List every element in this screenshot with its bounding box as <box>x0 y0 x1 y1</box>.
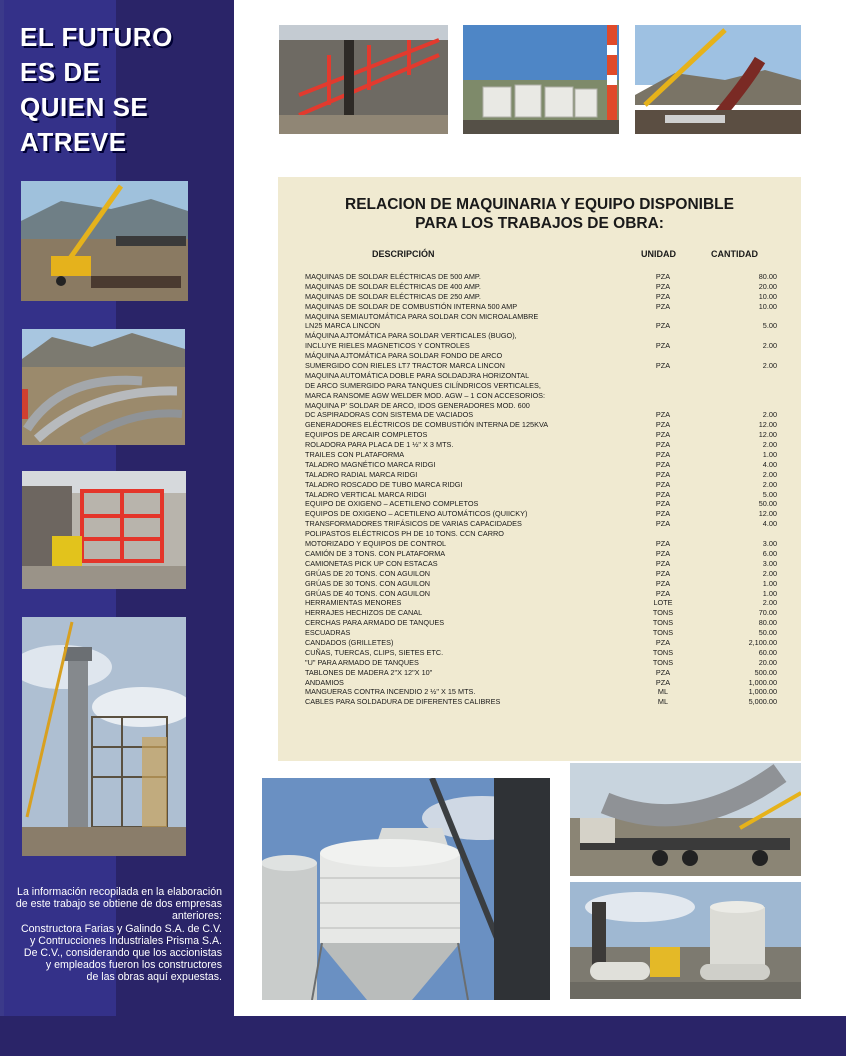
table-row <box>305 579 775 589</box>
table-row <box>305 272 775 282</box>
table-row <box>305 420 775 430</box>
row-description: TALADRO VERTICAL MARCA RIDGI <box>305 489 427 499</box>
equipment-table-panel <box>278 177 801 761</box>
row-description: EQUIPOS DE OXIGENO – ACETILENO AUTOMÁTICOS (QUIICKY) <box>305 509 528 519</box>
row-description: POLIPASTOS ELÉCTRICOS PH DE 10 TONS. CCN CARRO <box>305 529 504 539</box>
row-description: ROLADORA PARA PLACA DE 1 ½" X 3 MTS. <box>305 440 454 450</box>
row-description: EQUIPOS DE ARCAIR COMPLETOS <box>305 430 428 440</box>
table-body <box>305 272 775 707</box>
photo-storage-tanks <box>463 25 619 134</box>
row-quantity: 2.00 <box>762 479 777 489</box>
table-row <box>305 440 775 450</box>
row-description: MAQUINAS DE SOLDAR ELÉCTRICAS DE 400 AMP. <box>305 281 481 291</box>
row-description: TALADRO RADIAL MARCA RIDGI <box>305 469 418 479</box>
table-row <box>305 499 775 509</box>
row-unit: PZA <box>655 539 671 549</box>
table-row <box>305 519 775 529</box>
row-unit: PZA <box>655 637 671 647</box>
row-description: MÁQUINA AJTOMÁTICA PARA SOLDAR VERTICALES (BUGO), <box>305 331 517 341</box>
table-row <box>305 361 775 371</box>
row-unit: PZA <box>655 450 671 460</box>
photo-silo-tower <box>262 778 550 1000</box>
headline: EL FUTURO ES DE QUIEN SE ATREVE <box>20 22 173 157</box>
row-quantity: 60.00 <box>758 647 777 657</box>
table-row <box>305 410 775 420</box>
row-unit: TONS <box>652 628 674 638</box>
row-description: "U" PARA ARMADO DE TANQUES <box>305 657 419 667</box>
row-quantity: 80.00 <box>758 618 777 628</box>
table-row <box>305 450 775 460</box>
row-quantity: 5.00 <box>762 321 777 331</box>
row-quantity: 1.00 <box>762 588 777 598</box>
row-description: MOTORIZADO Y EQUIPOS DE CONTROL <box>305 539 447 549</box>
row-description: EQUIPO DE OXIGENO – ACETILENO COMPLETOS <box>305 499 479 509</box>
row-unit: PZA <box>655 509 671 519</box>
table-row <box>305 391 775 401</box>
row-unit: ML <box>657 697 669 707</box>
photo-crane-plate <box>635 25 801 134</box>
row-description: MAQUINA SEMIAUTOMÁTICA PARA SOLDAR CON MICROALAMBRE <box>305 311 539 321</box>
table-row <box>305 381 775 391</box>
table-row <box>305 589 775 599</box>
row-description: CAMIÓN DE 3 TONS. CON PLATAFORMA <box>305 548 446 558</box>
row-description: DC ASPIRADORAS CON SISTEMA DE VACIADOS <box>305 410 474 420</box>
table-row <box>305 401 775 411</box>
row-description: CERCHAS PARA ARMADO DE TANQUES <box>305 618 445 628</box>
row-description: TRAILES CON PLATAFORMA <box>305 450 405 460</box>
row-description: LN25 MARCA LINCON <box>305 321 381 331</box>
table-row <box>305 638 775 648</box>
row-quantity: 12.00 <box>758 509 777 519</box>
table-row <box>305 490 775 500</box>
row-description: GRÚAS DE 20 TONS. CON AGUILON <box>305 568 431 578</box>
row-description: MANGUERAS CONTRA INCENDIO 2 ½" X 15 MTS. <box>305 687 476 697</box>
row-quantity: 10.00 <box>758 301 777 311</box>
row-unit: PZA <box>655 410 671 420</box>
photo-trailer-plate <box>570 763 801 876</box>
row-description: DE ARCO SUMERGIDO PARA TANQUES CILÍNDRICOS VERTICALES, <box>305 380 541 390</box>
row-unit: PZA <box>655 321 671 331</box>
row-quantity: 2.00 <box>762 469 777 479</box>
row-description: MAQUINAS DE SOLDAR ELÉCTRICAS DE 250 AMP. <box>305 291 481 301</box>
row-description: CANDADOS (GRILLETES) <box>305 637 394 647</box>
row-description: SUMERGIDO CON RIELES LT7 TRACTOR MARCA LINCON <box>305 361 505 371</box>
table-row <box>305 598 775 608</box>
row-quantity: 2.00 <box>762 440 777 450</box>
table-row <box>305 460 775 470</box>
row-description: TABLONES DE MADERA 2"X 12"X 10" <box>305 667 433 677</box>
row-description: MAQUINA P' SOLDAR DE ARCO, IDOS GENERADORES MOD. 600 <box>305 400 530 410</box>
table-row <box>305 470 775 480</box>
row-unit: PZA <box>655 440 671 450</box>
table-row <box>305 341 775 351</box>
table-row <box>305 302 775 312</box>
row-description: MAQUINAS DE SOLDAR DE COMBUSTIÓN INTERNA 500 AMP <box>305 301 518 311</box>
row-quantity: 2.00 <box>762 568 777 578</box>
row-quantity: 70.00 <box>758 608 777 618</box>
row-unit: PZA <box>655 519 671 529</box>
row-quantity: 20.00 <box>758 657 777 667</box>
photo-curved-beams <box>22 329 185 445</box>
table-row <box>305 312 775 322</box>
photo-chimney-tower <box>22 617 186 856</box>
header-unit: UNIDAD <box>641 249 676 259</box>
row-quantity: 1.00 <box>762 578 777 588</box>
row-unit: PZA <box>655 558 671 568</box>
row-quantity: 5.00 <box>762 489 777 499</box>
table-row <box>305 648 775 658</box>
row-unit: PZA <box>655 578 671 588</box>
row-quantity: 50.00 <box>758 499 777 509</box>
table-row <box>305 539 775 549</box>
row-description: MAQUINAS DE SOLDAR ELÉCTRICAS DE 500 AMP. <box>305 272 481 281</box>
row-unit: PZA <box>655 459 671 469</box>
row-description: ESCUADRAS <box>305 628 351 638</box>
table-row <box>305 331 775 341</box>
row-description: CABLES PARA SOLDADURA DE DIFERENTES CALIBRES <box>305 697 501 707</box>
row-unit: PZA <box>655 361 671 371</box>
row-quantity: 50.00 <box>758 628 777 638</box>
table-row <box>305 628 775 638</box>
photo-refinery-tanks <box>570 882 801 999</box>
row-quantity: 1,000.00 <box>748 687 777 697</box>
header-description: DESCRIPCIÓN <box>372 249 435 259</box>
row-quantity: 80.00 <box>758 272 777 281</box>
row-unit: PZA <box>655 341 671 351</box>
table-row <box>305 559 775 569</box>
row-unit: LOTE <box>653 598 673 608</box>
row-unit: PZA <box>655 677 671 687</box>
row-quantity: 4.00 <box>762 519 777 529</box>
table-row <box>305 282 775 292</box>
photo-red-structure <box>22 471 186 589</box>
row-unit: PZA <box>655 272 671 281</box>
table-row <box>305 371 775 381</box>
row-description: HERRAMIENTAS MENORES <box>305 598 402 608</box>
row-quantity: 6.00 <box>762 548 777 558</box>
table-row <box>305 697 775 707</box>
row-quantity: 3.00 <box>762 539 777 549</box>
row-unit: TONS <box>652 647 674 657</box>
row-quantity: 2.00 <box>762 410 777 420</box>
table-row <box>305 480 775 490</box>
row-quantity: 12.00 <box>758 420 777 430</box>
row-description: ANDAMIOS <box>305 677 344 687</box>
row-quantity: 12.00 <box>758 430 777 440</box>
row-quantity: 4.00 <box>762 459 777 469</box>
row-unit: PZA <box>655 479 671 489</box>
row-quantity: 2.00 <box>762 341 777 351</box>
table-title-line-1: RELACION DE MAQUINARIA Y EQUIPO DISPONIBLE <box>345 196 734 213</box>
table-row <box>305 668 775 678</box>
table-row <box>305 292 775 302</box>
row-unit: TONS <box>652 608 674 618</box>
row-description: TALADRO ROSCADO DE TUBO MARCA RIDGI <box>305 479 463 489</box>
row-unit: PZA <box>655 667 671 677</box>
table-row <box>305 687 775 697</box>
row-unit: TONS <box>652 618 674 628</box>
photo-red-frames <box>279 25 448 134</box>
bottom-bar <box>0 1016 846 1056</box>
row-description: MÁQUINA AJTOMÁTICA PARA SOLDAR FONDO DE ARCO <box>305 351 503 361</box>
table-title <box>278 195 801 233</box>
row-quantity: 10.00 <box>758 291 777 301</box>
row-unit: ML <box>657 687 669 697</box>
row-description: HERRAJES HECHIZOS DE CANAL <box>305 608 423 618</box>
table-title-line-2: PARA LOS TRABAJOS DE OBRA: <box>415 215 664 232</box>
row-quantity: 20.00 <box>758 281 777 291</box>
table-row <box>305 618 775 628</box>
row-unit: PZA <box>655 548 671 558</box>
row-unit: PZA <box>655 489 671 499</box>
row-unit: PZA <box>655 499 671 509</box>
row-unit: PZA <box>655 291 671 301</box>
row-quantity: 500.00 <box>754 667 777 677</box>
row-unit: PZA <box>655 420 671 430</box>
table-row <box>305 529 775 539</box>
row-unit: PZA <box>655 568 671 578</box>
row-quantity: 5,000.00 <box>748 697 777 707</box>
row-description: GENERADORES ELÉCTRICOS DE COMBUSTIÓN INTERNA DE 125KVA <box>305 420 549 430</box>
table-row <box>305 569 775 579</box>
row-unit: PZA <box>655 281 671 291</box>
header-quantity: CANTIDAD <box>711 249 758 259</box>
table-row <box>305 549 775 559</box>
table-row <box>305 509 775 519</box>
row-description: GRÚAS DE 30 TONS. CON AGUILON <box>305 578 431 588</box>
source-note: La información recopilada en la elaboración de este trabajo se obtiene de dos empresas anteriores: Constructora Farias y Galindo S.A. de C.V. y Contrucciones Industriales Prisma S.A. De C.V., considerando que los accionistas y empleados fueron los constructores de las obras aquí expuestas. <box>15 886 222 984</box>
row-description: GRÚAS DE 40 TONS. CON AGUILON <box>305 588 431 598</box>
row-description: TRANSFORMADORES TRIFÁSICOS DE VARIAS CAPACIDADES <box>305 519 522 529</box>
photo-crane-site <box>21 181 188 301</box>
row-description: INCLUYE RIELES MAGNETICOS Y CONTROLES <box>305 341 470 351</box>
row-description: CUÑAS, TUERCAS, CLIPS, SIETES ETC. <box>305 647 444 657</box>
row-unit: PZA <box>655 588 671 598</box>
table-row <box>305 678 775 688</box>
row-unit: PZA <box>655 301 671 311</box>
table-row <box>305 608 775 618</box>
row-quantity: 3.00 <box>762 558 777 568</box>
row-unit: TONS <box>652 657 674 667</box>
row-unit: PZA <box>655 469 671 479</box>
row-quantity: 2.00 <box>762 598 777 608</box>
row-description: MARCA RANSOME AGW WELDER MOD. AGW – 1 CON ACCESORIOS: <box>305 390 546 400</box>
row-description: MAQUINA AUTOMÁTICA DOBLE PARA SOLDADJRA HORIZONTAL <box>305 370 530 380</box>
table-row <box>305 321 775 331</box>
table-row <box>305 351 775 361</box>
row-quantity: 1,000.00 <box>748 677 777 687</box>
row-quantity: 2.00 <box>762 361 777 371</box>
row-description: CAMIONETAS PICK UP CON ESTACAS <box>305 558 438 568</box>
row-quantity: 1.00 <box>762 450 777 460</box>
row-description: TALADRO MAGNÉTICO MARCA RIDGI <box>305 459 436 469</box>
row-unit: PZA <box>655 430 671 440</box>
table-row <box>305 430 775 440</box>
row-quantity: 2,100.00 <box>748 637 777 647</box>
table-row <box>305 658 775 668</box>
